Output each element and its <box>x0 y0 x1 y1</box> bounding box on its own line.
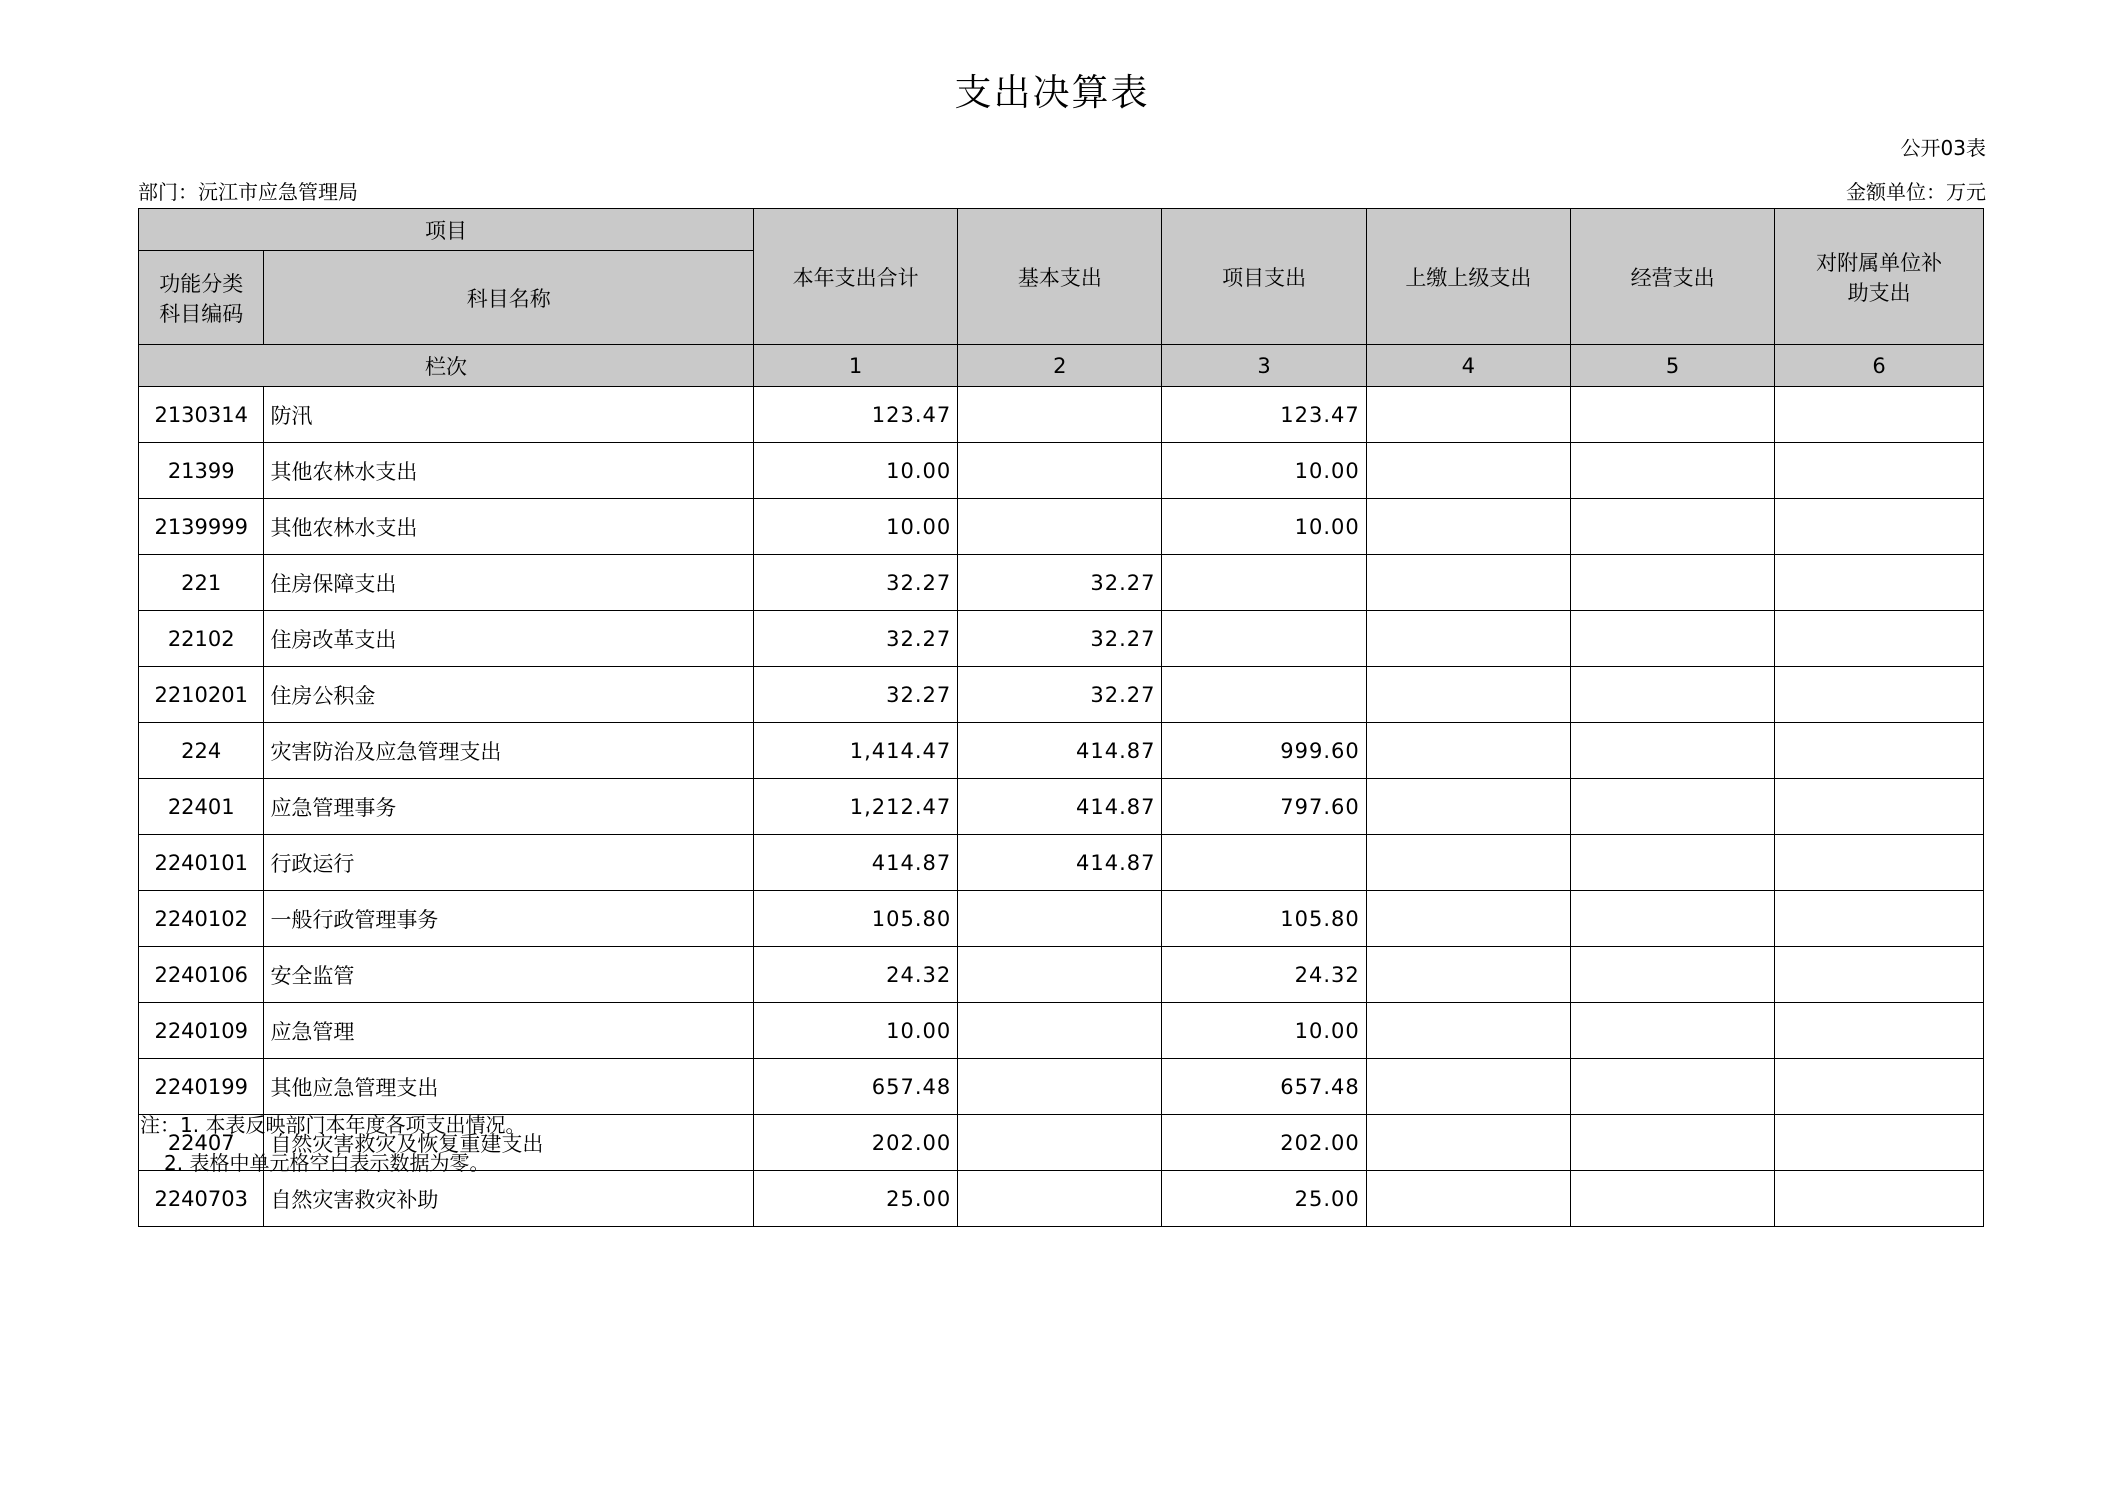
cell-project: 797.60 <box>1162 779 1366 835</box>
cell-name: 自然灾害救灾补助 <box>264 1171 754 1227</box>
cell-project: 105.80 <box>1162 891 1366 947</box>
cell-subsidy <box>1775 1059 1984 1115</box>
table-header <box>139 209 1984 387</box>
table-row <box>139 555 1984 611</box>
cell-subsidy <box>1775 443 1984 499</box>
cell-operating <box>1570 443 1774 499</box>
cell-total: 10.00 <box>753 443 957 499</box>
cell-code: 21399 <box>139 443 264 499</box>
cell-name: 住房保障支出 <box>264 555 754 611</box>
table-row <box>139 947 1984 1003</box>
cell-operating <box>1570 947 1774 1003</box>
cell-code: 22407 <box>139 1115 264 1171</box>
header-index-2: 2 <box>958 345 1162 387</box>
cell-operating <box>1570 1115 1774 1171</box>
cell-subsidy <box>1775 1171 1984 1227</box>
note-line-2: 2. 表格中单元格空白表示数据为零。 <box>164 1151 490 1175</box>
table-row <box>139 443 1984 499</box>
cell-upper <box>1366 1171 1570 1227</box>
cell-name: 行政运行 <box>264 835 754 891</box>
cell-total: 105.80 <box>753 891 957 947</box>
cell-upper <box>1366 611 1570 667</box>
table-row <box>139 667 1984 723</box>
cell-name: 住房改革支出 <box>264 611 754 667</box>
cell-upper <box>1366 387 1570 443</box>
cell-total: 414.87 <box>753 835 957 891</box>
cell-code: 22401 <box>139 779 264 835</box>
cell-name: 灾害防治及应急管理支出 <box>264 723 754 779</box>
cell-total: 657.48 <box>753 1059 957 1115</box>
cell-upper <box>1366 779 1570 835</box>
cell-basic <box>958 1171 1162 1227</box>
cell-subsidy <box>1775 947 1984 1003</box>
cell-basic <box>958 499 1162 555</box>
cell-name: 自然灾害救灾及恢复重建支出 <box>264 1115 754 1171</box>
cell-subsidy <box>1775 611 1984 667</box>
header-col-subsidy <box>1775 209 1984 345</box>
department-label: 部门：沅江市应急管理局 <box>138 180 358 204</box>
page-title: 支出决算表 <box>954 71 1150 114</box>
cell-code: 2240102 <box>139 891 264 947</box>
cell-operating <box>1570 387 1774 443</box>
notes-block <box>140 1106 525 1182</box>
cell-basic <box>958 1115 1162 1171</box>
cell-basic <box>958 947 1162 1003</box>
cell-subsidy <box>1775 1003 1984 1059</box>
cell-upper <box>1366 443 1570 499</box>
cell-total: 10.00 <box>753 1003 957 1059</box>
cell-subsidy <box>1775 1115 1984 1171</box>
cell-operating <box>1570 835 1774 891</box>
cell-project: 999.60 <box>1162 723 1366 779</box>
cell-operating <box>1570 667 1774 723</box>
table-row <box>139 387 1984 443</box>
table-row <box>139 779 1984 835</box>
cell-project: 10.00 <box>1162 1003 1366 1059</box>
header-row-index <box>139 345 1984 387</box>
cell-project <box>1162 835 1366 891</box>
header-col-name: 科目名称 <box>264 251 754 345</box>
cell-basic <box>958 1059 1162 1115</box>
cell-code: 2240109 <box>139 1003 264 1059</box>
header-index-1: 1 <box>753 345 957 387</box>
header-col-basic: 基本支出 <box>958 209 1162 345</box>
cell-code: 224 <box>139 723 264 779</box>
cell-total: 32.27 <box>753 611 957 667</box>
cell-total: 10.00 <box>753 499 957 555</box>
cell-upper <box>1366 1059 1570 1115</box>
cell-basic <box>958 891 1162 947</box>
cell-name: 一般行政管理事务 <box>264 891 754 947</box>
cell-basic <box>958 387 1162 443</box>
cell-project: 25.00 <box>1162 1171 1366 1227</box>
cell-code: 2240106 <box>139 947 264 1003</box>
cell-name: 其他农林水支出 <box>264 499 754 555</box>
cell-total: 123.47 <box>753 387 957 443</box>
cell-basic: 414.87 <box>958 779 1162 835</box>
cell-project: 24.32 <box>1162 947 1366 1003</box>
cell-subsidy <box>1775 499 1984 555</box>
cell-project: 123.47 <box>1162 387 1366 443</box>
cell-total: 32.27 <box>753 667 957 723</box>
cell-code: 221 <box>139 555 264 611</box>
cell-subsidy <box>1775 891 1984 947</box>
header-index-5: 5 <box>1570 345 1774 387</box>
table-row <box>139 835 1984 891</box>
cell-subsidy <box>1775 779 1984 835</box>
table-row <box>139 499 1984 555</box>
cell-operating <box>1570 891 1774 947</box>
cell-operating <box>1570 1003 1774 1059</box>
cell-project <box>1162 611 1366 667</box>
cell-operating <box>1570 1171 1774 1227</box>
header-col-total: 本年支出合计 <box>753 209 957 345</box>
cell-code: 2130314 <box>139 387 264 443</box>
cell-upper <box>1366 1003 1570 1059</box>
cell-upper <box>1366 835 1570 891</box>
cell-operating <box>1570 611 1774 667</box>
cell-total: 1,212.47 <box>753 779 957 835</box>
cell-code: 2210201 <box>139 667 264 723</box>
cell-basic: 414.87 <box>958 723 1162 779</box>
header-col-project: 项目支出 <box>1162 209 1366 345</box>
header-row-group <box>139 209 1984 251</box>
cell-code: 2139999 <box>139 499 264 555</box>
cell-total: 202.00 <box>753 1115 957 1171</box>
cell-upper <box>1366 947 1570 1003</box>
cell-project <box>1162 667 1366 723</box>
expenditure-table <box>138 208 1984 1227</box>
cell-subsidy <box>1775 723 1984 779</box>
cell-subsidy <box>1775 835 1984 891</box>
cell-upper <box>1366 891 1570 947</box>
cell-basic: 32.27 <box>958 667 1162 723</box>
cell-subsidy <box>1775 667 1984 723</box>
table-row <box>139 723 1984 779</box>
cell-operating <box>1570 723 1774 779</box>
cell-total: 32.27 <box>753 555 957 611</box>
cell-name: 其他农林水支出 <box>264 443 754 499</box>
cell-name: 安全监管 <box>264 947 754 1003</box>
header-group-project: 项目 <box>139 209 754 251</box>
cell-project: 202.00 <box>1162 1115 1366 1171</box>
cell-basic: 32.27 <box>958 555 1162 611</box>
header-col-code-line1: 功能分类 <box>159 271 244 296</box>
table-row <box>139 1003 1984 1059</box>
table-body <box>139 387 1984 1227</box>
note-line-1: 注：1. 本表反映部门本年度各项支出情况。 <box>140 1113 526 1137</box>
header-index-3: 3 <box>1162 345 1366 387</box>
cell-code: 2240101 <box>139 835 264 891</box>
cell-upper <box>1366 1115 1570 1171</box>
header-index-6: 6 <box>1775 345 1984 387</box>
cell-project: 10.00 <box>1162 499 1366 555</box>
cell-operating <box>1570 499 1774 555</box>
cell-total: 1,414.47 <box>753 723 957 779</box>
cell-basic <box>958 443 1162 499</box>
cell-name: 住房公积金 <box>264 667 754 723</box>
header-col-subsidy-line1: 对附属单位补 <box>1816 250 1943 275</box>
cell-name: 防汛 <box>264 387 754 443</box>
header-col-subsidy-line2: 助支出 <box>1847 280 1911 305</box>
cell-upper <box>1366 723 1570 779</box>
header-index-4: 4 <box>1366 345 1570 387</box>
header-column-index-label: 栏次 <box>139 345 754 387</box>
cell-name: 其他应急管理支出 <box>264 1059 754 1115</box>
cell-upper <box>1366 555 1570 611</box>
cell-total: 24.32 <box>753 947 957 1003</box>
cell-code: 2240703 <box>139 1171 264 1227</box>
cell-operating <box>1570 555 1774 611</box>
meta-row <box>138 176 1986 205</box>
cell-upper <box>1366 499 1570 555</box>
cell-subsidy <box>1775 387 1984 443</box>
header-col-upper: 上缴上级支出 <box>1366 209 1570 345</box>
cell-operating <box>1570 779 1774 835</box>
table-row <box>139 611 1984 667</box>
form-code-label: 公开03表 <box>1900 136 1986 160</box>
cell-upper <box>1366 667 1570 723</box>
cell-name: 应急管理事务 <box>264 779 754 835</box>
cell-basic <box>958 1003 1162 1059</box>
cell-code: 2240199 <box>139 1059 264 1115</box>
cell-project <box>1162 555 1366 611</box>
cell-project: 657.48 <box>1162 1059 1366 1115</box>
cell-total: 25.00 <box>753 1171 957 1227</box>
header-col-code <box>139 251 264 345</box>
cell-name: 应急管理 <box>264 1003 754 1059</box>
cell-basic: 414.87 <box>958 835 1162 891</box>
header-col-code-line2: 科目编码 <box>159 301 244 326</box>
cell-operating <box>1570 1059 1774 1115</box>
cell-subsidy <box>1775 555 1984 611</box>
cell-project: 10.00 <box>1162 443 1366 499</box>
cell-code: 22102 <box>139 611 264 667</box>
amount-unit-label: 金额单位：万元 <box>1846 180 1986 204</box>
table-row <box>139 891 1984 947</box>
header-col-operating: 经营支出 <box>1570 209 1774 345</box>
cell-basic: 32.27 <box>958 611 1162 667</box>
